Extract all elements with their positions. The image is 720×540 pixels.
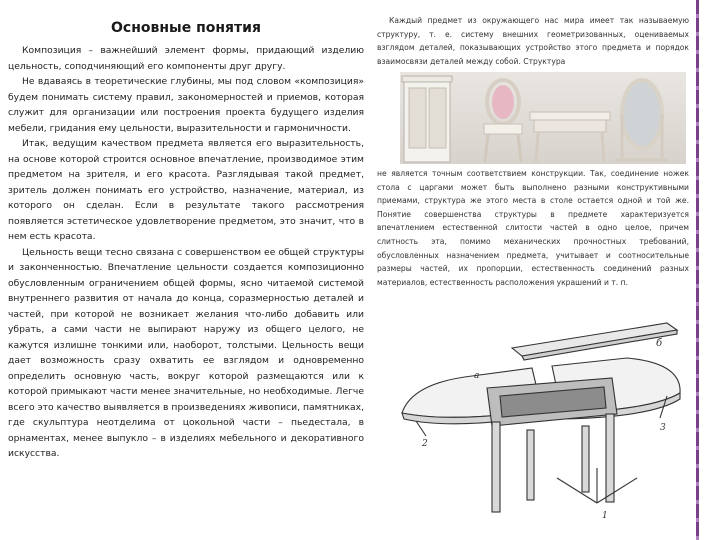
table-drawing — [392, 318, 692, 533]
label-one: 1 — [602, 511, 608, 521]
slide-side-bar — [696, 0, 720, 540]
cabinet-image — [402, 76, 452, 162]
page-title: Основные понятия — [111, 20, 261, 36]
mirror-image — [616, 80, 668, 160]
paragraph-integrity: Цельность вещи тесно связана с совершенством ее общей структуры и законченностью. Впечатление цельности создается композиционно обусловленным ограничением общей формы, ясно читаемой системой внутреннего развития от начала до конца, соразмерностью деталей и частей, при которой не возникает желания что-либо добавить или убрать, а сами части не выпирают наружу из общего целого, не кажутся излишне тонкими или, наоборот, толстыми. Цельность вещи дает возможность сразу охватить ее взглядом и одновременно определить основную часть, вокруг которой размещаются или к которой примыкают части менее значительные, но необходимые. Легче всего это качество выявляется в произведениях живописи, памятниках, где скульптура неотделима от цокольной части – пьедестала, в орнаментах, менее выпукло – в изделиях мебельного и декоративного искусства. — [8, 246, 364, 459]
paragraph-composition: Композиция – важнейший элемент формы, придающий изделию цельность, соподчиняющий его компоненты друг другу. — [8, 45, 364, 72]
label-three: 3 — [660, 423, 666, 433]
label-two: 2 — [422, 439, 428, 449]
label-b: б — [656, 338, 663, 349]
right-top-text: Каждый предмет из окружающего нас мира имеет так называемую структуру, т. е. систему внешних геометризованных, оцениваемых взглядом деталей, показывающих устройство этого предмета и порядок взаимосвязи деталей между собой. Структура — [377, 16, 689, 66]
left-body-text — [8, 43, 364, 462]
paragraph-definition: Не вдаваясь в теоретические глубины, мы под словом «композиция» будем понимать систему правил, закономерностей и приемов, которая служит для организации или построения проекта будущего изделия мебели, гридания ему цельности, выразительности и гармоничности. — [8, 76, 364, 134]
paragraph-expressiveness: Итак, ведущим качеством предмета является его выразительность, на основе которой строится основное впечатление, производимое этим предметом на зрителя, и его красота. Разглядывая такой предмет, зритель должен понимать его устройство, назначение, материал, из которого он сделан. Если в результате такого рассмотрения появляется эстетическое удовлетворение предметом, это значит, что в нем есть красота. — [8, 138, 364, 242]
vanity-table-image — [530, 112, 610, 162]
furniture-photo — [400, 72, 686, 164]
right-mid-text: не является точным соответствием конструкции. Так, соединение ножек стола с царгами может быть выполнено разными конструктивными приемами, структура же этого места в столе остается одной и той же. Понятие совершенства структуры в предмете характеризуется впечатлением естественной слитости частей в одно целое, причем слитность эта, помимо механических прочностных требований, обусловленных назначением предмета, учитывает и соотносительные размеры частей, их пропорции, естественность соединений разных материалов, естественность расположения украшений и т. п. — [377, 169, 689, 287]
right-page — [372, 0, 696, 540]
label-a: а — [474, 371, 480, 381]
accent-stripe — [696, 0, 699, 540]
chair-image — [484, 80, 522, 162]
